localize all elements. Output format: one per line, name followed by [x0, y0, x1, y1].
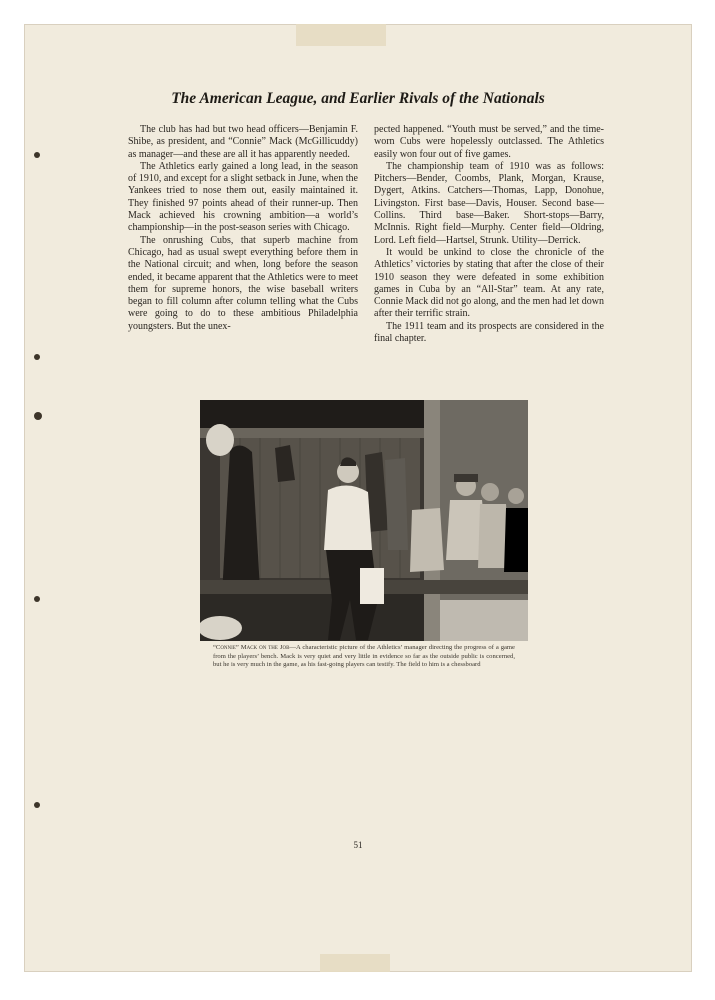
paragraph: It would be unkind to close the chronicle of the Athletics’ victories by stating that after the close of their 1910 season they were defeated in some exhibition games in Cuba by an “All-Star” team. At any rate, Connie Mack did not go along, and the men had let down after their terrific strain. — [374, 246, 604, 320]
tape-mark-bottom — [320, 954, 390, 972]
caption-lead: “Connie” Mack on the Job — [213, 644, 290, 651]
text-columns — [128, 124, 604, 345]
book-page — [24, 24, 692, 972]
binding-hole — [34, 152, 40, 158]
left-column — [128, 124, 358, 345]
right-column — [374, 124, 604, 345]
page-title: The American League, and Earlier Rivals of the Nationals — [171, 90, 545, 107]
paragraph: The championship team of 1910 was as follows: Pitchers—Bender, Coombs, Plank, Morgan, Krause, Dygert, Atkins. Catchers—Thomas, Lapp, Donohue, Livingston. First base—Davis, Houser. Second base—Collins. Third base—Baker. Short-stops—Barry, McInnis. Right field—Murphy. Center field—Oldring, Lord. Left field—Hartsel, Strunk. Utility—Derrick. — [374, 160, 604, 246]
paragraph: The onrushing Cubs, that superb machine from Chicago, had as usual swept everything before them in the National circuit; and when, long before the season ended, it became apparent that the Athletics were to meet them for supreme honors, the wise baseball writers began to fill column after column telling what the Cubs were going to do to these ambitious Philadelphia youngsters. But the unex- — [128, 234, 358, 332]
dugout-photo — [200, 400, 528, 641]
photo-illustration — [200, 400, 528, 641]
photo-caption — [213, 644, 515, 670]
binding-hole — [34, 596, 40, 602]
page-number: 51 — [353, 840, 363, 850]
paragraph: The club has had but two head officers—Benjamin F. Shibe, as president, and “Connie” Mack (McGillicuddy) as manager—and these are all it has apparently needed. — [128, 124, 358, 160]
paragraph: The 1911 team and its prospects are considered in the final chapter. — [374, 320, 604, 345]
tape-mark-top — [296, 24, 386, 46]
binding-hole — [34, 802, 40, 808]
paragraph: The Athletics early gained a long lead, in the season of 1910, and except for a slight setback in June, when the Yankees tried to nose them out, easily maintained it. They finished 97 points ahead of their runner-up. Then Mack achieved his crowning ambition—a world’s championship—in the post-season series with Chicago. — [128, 160, 358, 234]
paragraph: pected happened. “Youth must be served,” and the time-worn Cubs were hopelessly outclassed. The Athletics easily won four out of five games. — [374, 124, 604, 160]
binding-hole — [34, 412, 42, 420]
binding-hole — [34, 354, 40, 360]
caption-text: —A characteristic picture of the Athletics’ manager directing the progress of a game from the players’ bench. Mack is very quiet and very little in evidence so far as the outside public is concerned, but he is very much in the game, as his fast-going players can testify. The field to him is a chessboard — [213, 644, 515, 669]
